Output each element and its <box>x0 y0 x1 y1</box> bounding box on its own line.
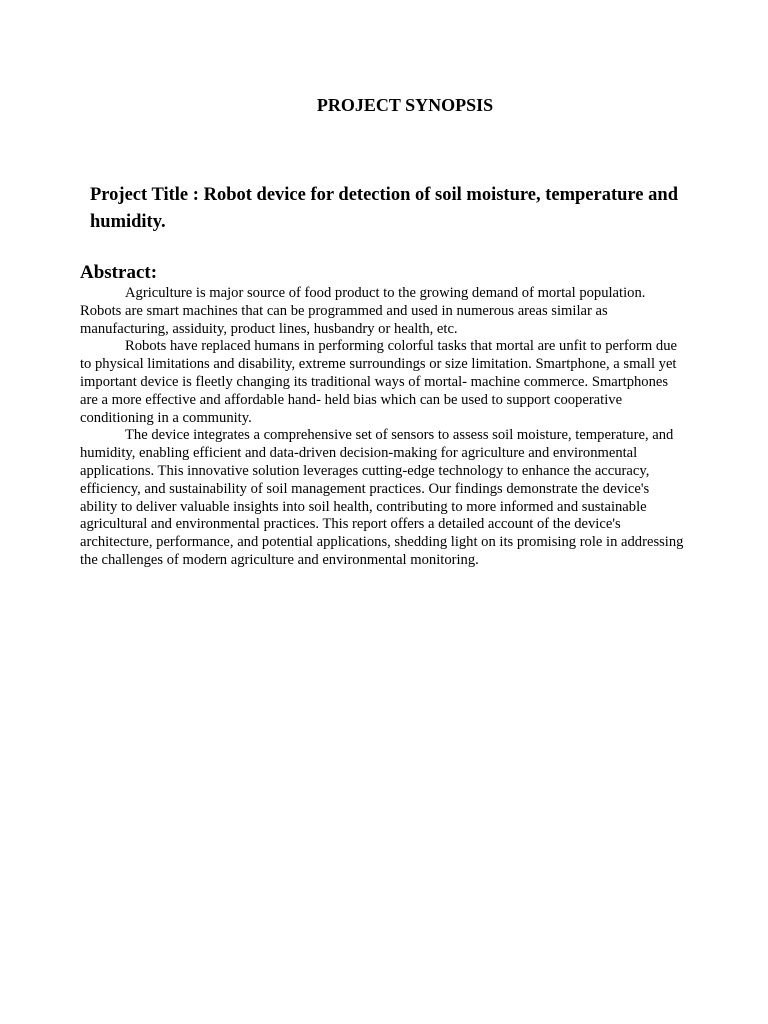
abstract-paragraph: The device integrates a comprehensive set of sensors to assess soil moisture, temperature, and humidity, enabling efficient and data-driven decision-making for agriculture and environmental applications. This innovative solution leverages cutting-edge technology to enhance the accuracy, efficiency, and sustainability of soil management practices. Our findings demonstrate the device's ability to deliver valuable insights into soil health, contributing to more informed and sustainable agricultural and environmental practices. This report offers a detailed account of the device's architecture, performance, and potential applications, shedding light on its promising role in addressing the challenges of modern agriculture and environmental monitoring. <box>80 427 684 568</box>
abstract-paragraph: Agriculture is major source of food product to the growing demand of mortal population. Robots are smart machines that can be programmed and used in numerous areas similar as manufacturing, assiduity, product lines, husbandry or health, etc. <box>80 285 646 337</box>
document-heading: PROJECT SYNOPSIS <box>316 95 494 115</box>
project-title: Project Title : Robot device for detection of soil moisture, temperature and humidity. <box>90 185 678 232</box>
abstract-label: Abstract: <box>80 262 158 283</box>
abstract-paragraph: Robots have replaced humans in performing colorful tasks that mortal are unfit to perform due to physical limitations and disability, extreme surroundings or size limitation. Smartphone, a small yet important device is fleetly changing its traditional ways of mortal- machine commerce. Smartphones are a more effective and affordable hand- held bias which can be used to support cooperative conditioning in a community. <box>80 338 677 426</box>
abstract-body <box>80 285 686 570</box>
